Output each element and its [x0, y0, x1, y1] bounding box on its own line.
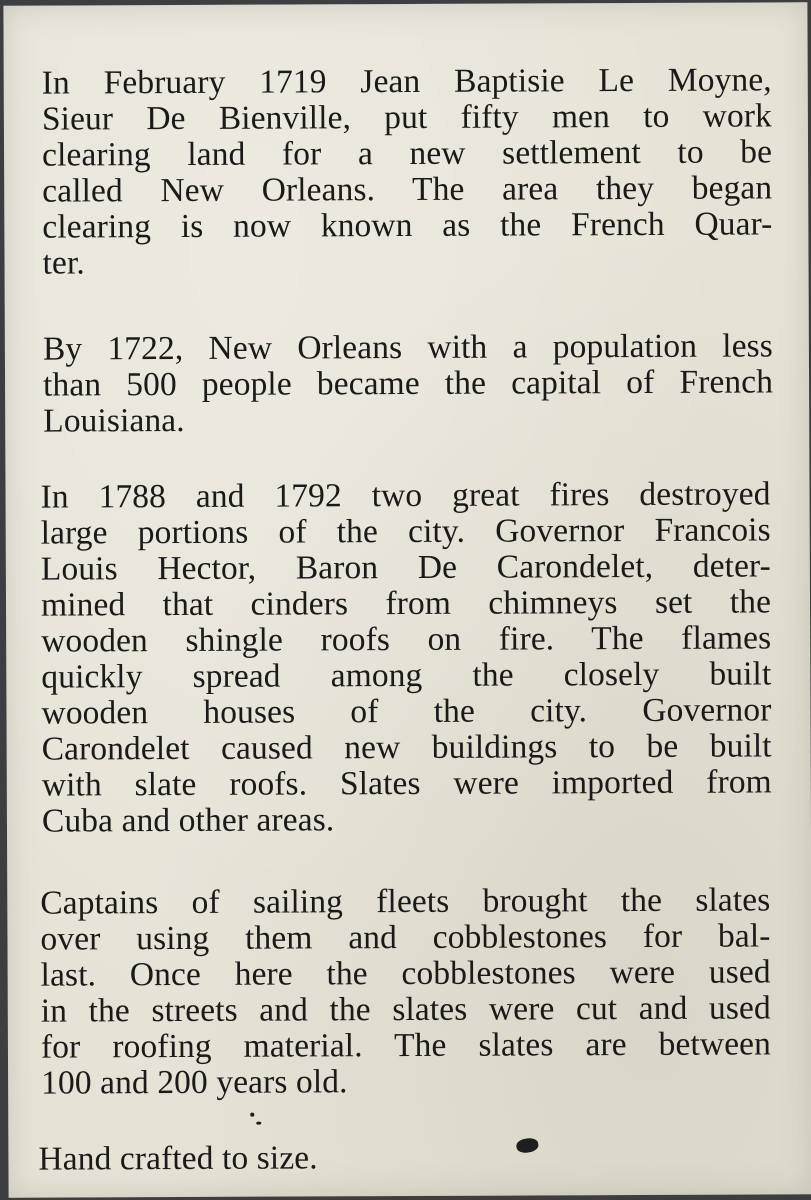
text-line: clearing land for a new settlement to be: [41, 133, 773, 174]
text-line: ter.: [42, 244, 85, 282]
text-line: last. Once here the cobblestones were used: [40, 953, 771, 994]
text-line: 100 and 200 years old.: [41, 1063, 348, 1102]
text-line: wooden shingle roofs on fire. The flames: [41, 619, 772, 660]
ink-speck: [250, 1113, 254, 1117]
text-line: mined that cinders from chimneys set the: [40, 583, 772, 624]
text-line: in the streets and the slates were cut and used: [40, 989, 771, 1030]
text-line: for roofing material. The slates are between: [40, 1025, 772, 1066]
text-line: clearing is now known as the French Quar-: [42, 205, 773, 246]
text-line: than 500 people became the capital of French: [42, 363, 774, 404]
paragraph-handcrafted: [38, 1138, 768, 1177]
paragraph-founding: [42, 62, 773, 281]
text-line: Louisiana.: [43, 401, 185, 440]
text-line: Sieur De Bienville, put fifty men to work: [41, 97, 772, 138]
text-line: quickly spread among the closely built: [41, 655, 772, 696]
text-line: Captains of sailing fleets brought the slates: [40, 881, 771, 922]
text-line: Cuba and other areas.: [41, 801, 335, 840]
paper-sheet: [3, 2, 811, 1197]
text-line: Hand crafted to size.: [38, 1139, 318, 1178]
text-line: with slate roofs. Slates were imported from: [41, 763, 772, 804]
text-line: called New Orleans. The area they began: [42, 169, 773, 210]
paragraph-slates: [40, 882, 771, 1101]
text-line: In February 1719 Jean Baptisie Le Moyne,: [41, 61, 772, 102]
ink-speck: [256, 1122, 261, 1125]
text-line: By 1722, New Orleans with a population less: [42, 327, 773, 368]
text-line: Carondelet caused new buildings to be built: [41, 727, 772, 768]
text-line: In 1788 and 1792 two great fires destroyed: [40, 475, 771, 516]
text-line: Louis Hector, Baron De Carondelet, deter-: [40, 547, 771, 588]
paragraph-capital: [43, 328, 773, 439]
text-line: large portions of the city. Governor Francois: [40, 511, 771, 552]
paragraph-fires: [40, 476, 772, 839]
text-line: wooden houses of the city. Governor: [41, 691, 772, 732]
text-line: over using them and cobblestones for bal-: [40, 917, 771, 958]
